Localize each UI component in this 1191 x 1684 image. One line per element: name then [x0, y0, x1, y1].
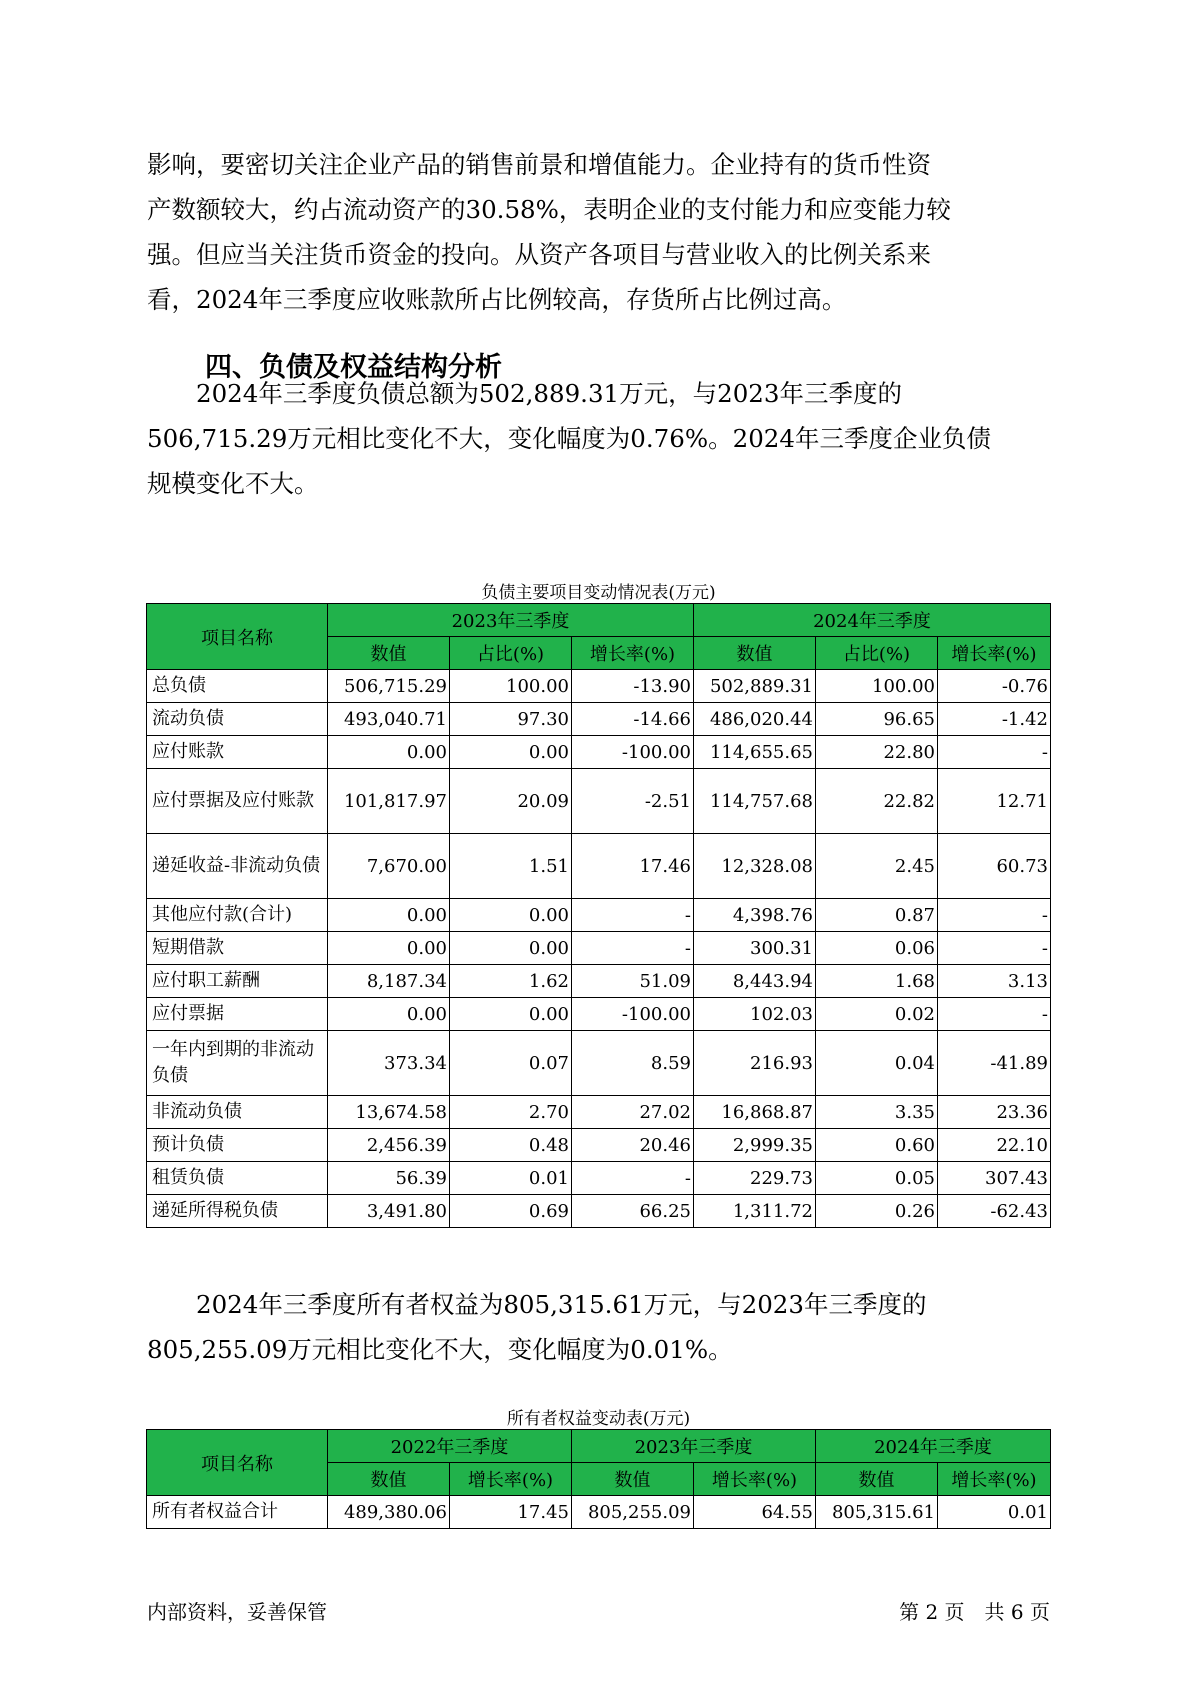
subheader-cell: 数值 [328, 1463, 450, 1496]
table-cell: 22.82 [816, 769, 938, 834]
table-row [147, 1162, 1051, 1195]
table-cell: 66.25 [572, 1195, 694, 1228]
section-heading: 四、负债及权益结构分析 [205, 352, 502, 383]
table-cell: -41.89 [938, 1031, 1051, 1096]
table-cell: 100.00 [816, 670, 938, 703]
table-cell: 493,040.71 [328, 703, 450, 736]
table-row [147, 670, 1051, 703]
table-row [147, 736, 1051, 769]
row-label: 应付账款 [147, 736, 328, 769]
table-cell: 1,311.72 [694, 1195, 816, 1228]
table-cell: 97.30 [450, 703, 572, 736]
table-cell: -62.43 [938, 1195, 1051, 1228]
row-label: 一年内到期的非流动负债 [147, 1031, 328, 1096]
table-cell: 0.60 [816, 1129, 938, 1162]
table-cell: 502,889.31 [694, 670, 816, 703]
table-cell: 0.00 [328, 998, 450, 1031]
row-label: 应付票据 [147, 998, 328, 1031]
table-cell: 2.70 [450, 1096, 572, 1129]
subheader-cell: 数值 [572, 1463, 694, 1496]
table-cell: 1.51 [450, 834, 572, 899]
subheader-cell: 数值 [694, 637, 816, 670]
table-cell: 56.39 [328, 1162, 450, 1195]
table-cell: 7,670.00 [328, 834, 450, 899]
table-cell: 16,868.87 [694, 1096, 816, 1129]
text-line: 影响，要密切关注企业产品的销售前景和增值能力。企业持有的货币性资 [147, 150, 931, 179]
table-cell: -2.51 [572, 769, 694, 834]
row-label: 总负债 [147, 670, 328, 703]
table-cell: 486,020.44 [694, 703, 816, 736]
row-label: 递延所得税负债 [147, 1195, 328, 1228]
table-caption-equity: 所有者权益变动表(万元) [506, 1409, 691, 1429]
table-cell: 8,443.94 [694, 965, 816, 998]
table-cell: 64.55 [694, 1496, 816, 1529]
table-cell: 229.73 [694, 1162, 816, 1195]
table-cell: 51.09 [572, 965, 694, 998]
table-cell: - [572, 1162, 694, 1195]
table-cell: - [572, 899, 694, 932]
table-cell: 22.80 [816, 736, 938, 769]
table-cell: 20.09 [450, 769, 572, 834]
table-cell: 0.00 [450, 736, 572, 769]
table-cell: 0.02 [816, 998, 938, 1031]
table-cell: 22.10 [938, 1129, 1051, 1162]
table-caption-liabilities: 负债主要项目变动情况表(万元) [481, 583, 716, 603]
table-cell: 114,757.68 [694, 769, 816, 834]
table-cell: 0.01 [450, 1162, 572, 1195]
table-cell: 17.45 [450, 1496, 572, 1529]
table-row [147, 1096, 1051, 1129]
table-cell: - [938, 899, 1051, 932]
table-cell: 4,398.76 [694, 899, 816, 932]
table-row [147, 769, 1051, 834]
table-cell: 0.48 [450, 1129, 572, 1162]
table-cell: 0.00 [450, 998, 572, 1031]
table-row [147, 1496, 1051, 1529]
text-line: 规模变化不大。 [147, 469, 319, 498]
table-cell: 1.68 [816, 965, 938, 998]
table-cell: 23.36 [938, 1096, 1051, 1129]
table-row [147, 1195, 1051, 1228]
table-cell: 0.00 [328, 899, 450, 932]
text-line: 2024年三季度所有者权益为805,315.61万元，与2023年三季度的 [196, 1290, 927, 1319]
row-label: 短期借款 [147, 932, 328, 965]
row-label: 非流动负债 [147, 1096, 328, 1129]
subheader-cell: 数值 [816, 1463, 938, 1496]
table-cell: 0.00 [328, 932, 450, 965]
table-cell: 0.87 [816, 899, 938, 932]
table-cell: - [938, 998, 1051, 1031]
table-cell: 805,255.09 [572, 1496, 694, 1529]
text-line: 产数额较大，约占流动资产的30.58%，表明企业的支付能力和应变能力较 [147, 195, 951, 224]
table-cell: 8,187.34 [328, 965, 450, 998]
subheader-cell: 占比(%) [816, 637, 938, 670]
text-line: 506,715.29万元相比变化不大，变化幅度为0.76%。2024年三季度企业负债 [147, 424, 991, 453]
header-period: 2024年三季度 [694, 604, 1051, 637]
table-cell: 0.07 [450, 1031, 572, 1096]
table-cell: -1.42 [938, 703, 1051, 736]
table-cell: -13.90 [572, 670, 694, 703]
subheader-cell: 增长率(%) [938, 1463, 1051, 1496]
table-cell: 0.05 [816, 1162, 938, 1195]
table-cell: 8.59 [572, 1031, 694, 1096]
table-cell: 12.71 [938, 769, 1051, 834]
paragraph-asset-analysis [147, 142, 1047, 322]
table-cell: 489,380.06 [328, 1496, 450, 1529]
table-cell: 373.34 [328, 1031, 450, 1096]
table-row [147, 899, 1051, 932]
text-line: 805,255.09万元相比变化不大，变化幅度为0.01%。 [147, 1335, 733, 1364]
table-cell: 0.00 [450, 899, 572, 932]
table-cell: 805,315.61 [816, 1496, 938, 1529]
table-cell: 307.43 [938, 1162, 1051, 1195]
table-cell: - [938, 736, 1051, 769]
header-period: 2023年三季度 [572, 1430, 816, 1463]
table-cell: 216.93 [694, 1031, 816, 1096]
table-cell: 2,456.39 [328, 1129, 450, 1162]
table-cell: - [938, 932, 1051, 965]
table-cell: 12,328.08 [694, 834, 816, 899]
row-label: 所有者权益合计 [147, 1496, 328, 1529]
subheader-cell: 占比(%) [450, 637, 572, 670]
table-row [147, 834, 1051, 899]
row-label: 递延收益-非流动负债 [147, 834, 328, 899]
table-cell: 101,817.97 [328, 769, 450, 834]
table-cell: 20.46 [572, 1129, 694, 1162]
table-cell: 100.00 [450, 670, 572, 703]
table-row [147, 1031, 1051, 1096]
table-cell: - [572, 932, 694, 965]
header-item-name: 项目名称 [147, 604, 328, 670]
row-label: 预计负债 [147, 1129, 328, 1162]
footer-confidential-note: 内部资料，妥善保管 [147, 1600, 327, 1624]
subheader-cell: 增长率(%) [694, 1463, 816, 1496]
table-row [147, 965, 1051, 998]
table-cell: 1.62 [450, 965, 572, 998]
text-line: 看，2024年三季度应收账款所占比例较高，存货所占比例过高。 [147, 285, 847, 314]
row-label: 其他应付款(合计) [147, 899, 328, 932]
subheader-cell: 数值 [328, 637, 450, 670]
table-cell: 0.69 [450, 1195, 572, 1228]
table-cell: 96.65 [816, 703, 938, 736]
table-cell: -14.66 [572, 703, 694, 736]
table-cell: 3.13 [938, 965, 1051, 998]
row-label: 应付票据及应付账款 [147, 769, 328, 834]
table-cell: 60.73 [938, 834, 1051, 899]
subheader-cell: 增长率(%) [450, 1463, 572, 1496]
table-cell: 3,491.80 [328, 1195, 450, 1228]
table-cell: 3.35 [816, 1096, 938, 1129]
table-cell: 0.01 [938, 1496, 1051, 1529]
table-cell: 2.45 [816, 834, 938, 899]
subheader-cell: 增长率(%) [572, 637, 694, 670]
table-row [147, 1129, 1051, 1162]
equity-table [146, 1429, 1051, 1529]
text-line: 2024年三季度负债总额为502,889.31万元，与2023年三季度的 [196, 379, 902, 408]
table-cell: 114,655.65 [694, 736, 816, 769]
table-cell: 300.31 [694, 932, 816, 965]
paragraph-equity-summary [147, 1282, 1047, 1372]
table-row [147, 932, 1051, 965]
row-label: 租赁负债 [147, 1162, 328, 1195]
table-cell: -0.76 [938, 670, 1051, 703]
table-cell: 13,674.58 [328, 1096, 450, 1129]
table-cell: 27.02 [572, 1096, 694, 1129]
header-period: 2022年三季度 [328, 1430, 572, 1463]
paragraph-liability-summary [147, 371, 1047, 506]
table-cell: -100.00 [572, 736, 694, 769]
header-period: 2023年三季度 [328, 604, 694, 637]
header-period: 2024年三季度 [816, 1430, 1051, 1463]
table-row [147, 998, 1051, 1031]
table-cell: 0.06 [816, 932, 938, 965]
liabilities-table [146, 603, 1051, 1228]
table-cell: 0.04 [816, 1031, 938, 1096]
table-cell: 2,999.35 [694, 1129, 816, 1162]
row-label: 流动负债 [147, 703, 328, 736]
table-row [147, 703, 1051, 736]
table-cell: 506,715.29 [328, 670, 450, 703]
table-cell: 0.00 [328, 736, 450, 769]
header-item-name: 项目名称 [147, 1430, 328, 1496]
row-label: 应付职工薪酬 [147, 965, 328, 998]
subheader-cell: 增长率(%) [938, 637, 1051, 670]
table-cell: 0.00 [450, 932, 572, 965]
text-line: 强。但应当关注货币资金的投向。从资产各项目与营业收入的比例关系来 [147, 240, 931, 269]
footer-page-number: 第 2 页 共 6 页 [899, 1600, 1050, 1624]
table-cell: 17.46 [572, 834, 694, 899]
table-cell: 0.26 [816, 1195, 938, 1228]
table-cell: -100.00 [572, 998, 694, 1031]
table-cell: 102.03 [694, 998, 816, 1031]
